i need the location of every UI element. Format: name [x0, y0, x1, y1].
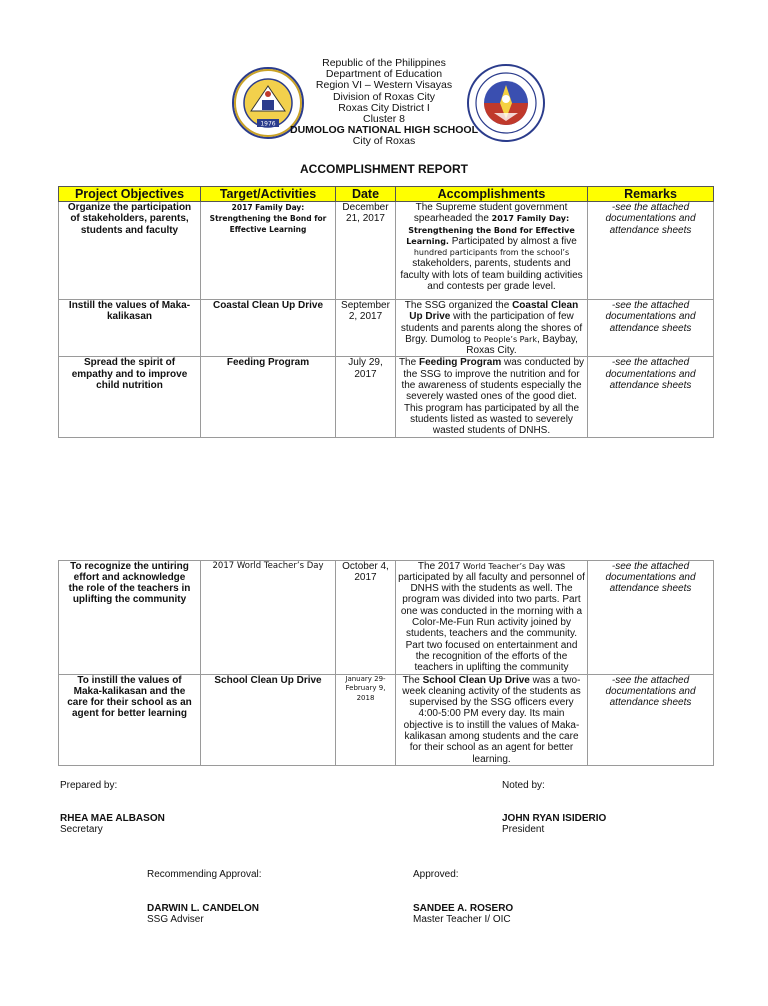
header-line: Region VI – Western Visayas — [315, 79, 453, 92]
remarks-cell: -see the attached documentations and attendance sheets — [588, 202, 714, 300]
signatory-title: SSG Adviser — [147, 914, 204, 925]
letterhead — [0, 58, 768, 148]
column-header: Accomplishments — [396, 187, 588, 202]
activity-cell: 2017 Family Day: Strengthening the Bond for Effective Learning — [201, 202, 336, 300]
header-line: Cluster 8 — [362, 113, 405, 126]
date-cell: September 2, 2017 — [336, 300, 396, 357]
objective-cell: Instill the values of Maka-kalikasan — [59, 300, 201, 357]
table-row — [59, 357, 714, 437]
remarks-cell: -see the attached documentations and attendance sheets — [588, 560, 714, 674]
date-cell: December 21, 2017 — [336, 202, 396, 300]
remarks-cell: -see the attached documentations and attendance sheets — [588, 357, 714, 437]
seal-year: 1976 — [260, 120, 276, 128]
objective-cell: Spread the spirit of empathy and to improve child nutrition — [59, 357, 201, 437]
activity-cell: 2017 World Teacher’s Day — [201, 560, 336, 674]
accomplishment-cell: The 2017 World Teacher’s Day was participated by all faculty and personnel of DNHS with the students as well. The program was divided into two parts. Part one was conducted in the morning with a Color-Me-Fun Run activity joined by students, teachers and the community. Part two focused on entertainment and the recognition of the efforts of the teachers in uplifting the community — [396, 560, 588, 674]
signatory-title: President — [502, 824, 545, 835]
accomplishment-cell: The School Clean Up Drive was a two-week cleaning activity of the students as supervised by the SSG officers every 4:00-5:00 PM every day. Its main objective is to instill the values of Maka-kalikasan among students and the care for their school as an agent for better learning. — [396, 674, 588, 765]
column-header: Remarks — [588, 187, 714, 202]
prepared-by-label: Prepared by: — [60, 780, 118, 791]
header-line: Division of Roxas City — [332, 90, 436, 103]
approved-signatory — [413, 903, 513, 925]
date-cell: October 4, 2017 — [336, 560, 396, 674]
school-name: DUMOLOG NATIONAL HIGH SCHOOL — [289, 124, 479, 137]
objective-cell: Organize the participation of stakeholders, parents, students and faculty — [59, 202, 201, 300]
column-header: Date — [336, 187, 396, 202]
school-city: City of Roxas — [352, 135, 416, 148]
activity-cell: Feeding Program — [201, 357, 336, 437]
column-header: Target/Activities — [201, 187, 336, 202]
activity-cell: School Clean Up Drive — [201, 674, 336, 765]
recommending-signatory — [147, 903, 259, 925]
objective-cell: To recognize the untiring effort and acknowledge the role of the teachers in uplifting the community — [59, 560, 201, 674]
noted-by-label: Noted by: — [502, 780, 545, 791]
column-header: Project Objectives — [59, 187, 201, 202]
signatory-title: Secretary — [60, 824, 103, 835]
approved-label: Approved: — [413, 869, 459, 880]
table-header-row — [59, 187, 714, 202]
signatory-name: SANDEE A. ROSERO — [413, 903, 514, 914]
table-row — [59, 202, 714, 300]
recommending-label: Recommending Approval: — [147, 869, 262, 880]
header-line: Republic of the Philippines — [322, 57, 446, 69]
accomplishment-table — [58, 186, 714, 766]
signatory-name: JOHN RYAN ISIDERIO — [502, 813, 607, 824]
page-gap — [59, 437, 714, 560]
noted-signatory — [502, 813, 606, 835]
prepared-signatory — [60, 813, 165, 835]
accomplishment-cell: The Feeding Program was conducted by the SSG to improve the nutrition and for the awareness of students especially the severely wasted ones of the good diet. This program has participated by all the students listed as wasted to severely wasted students of DNHS. — [396, 357, 588, 437]
table-row — [59, 300, 714, 357]
activity-cell: Coastal Clean Up Drive — [201, 300, 336, 357]
objective-cell: To instill the values of Maka-kalikasan and the care for their school as an agent for better learning — [59, 674, 201, 765]
remarks-cell: -see the attached documentations and attendance sheets — [588, 300, 714, 357]
accomplishment-cell: The SSG organized the Coastal Clean Up Drive with the participation of few students and parents along the shores of Brgy. Dumolog to People’s Park, Baybay, Roxas City. — [396, 300, 588, 357]
accomplishment-cell: The Supreme student government spearheaded the 2017 Family Day: Strengthening the Bond for Effective Learning. Participated by almost a five hundred participants from the school’s stakeholders, parents, students and faculty with lots of team building activities and contests per grade level. — [396, 202, 588, 300]
remarks-cell: -see the attached documentations and attendance sheets — [588, 674, 714, 765]
date-cell: January 29- February 9, 2018 — [336, 674, 396, 765]
signatory-name: DARWIN L. CANDELON — [147, 903, 260, 914]
table-row — [59, 674, 714, 765]
header-line: Roxas City District I — [338, 101, 430, 114]
signatory-title: Master Teacher I/ OIC — [413, 914, 511, 925]
report-title: ACCOMPLISHMENT REPORT — [300, 162, 468, 176]
table-row — [59, 560, 714, 674]
header-line: Department of Education — [325, 68, 443, 81]
date-cell: July 29, 2017 — [336, 357, 396, 437]
signatory-name: RHEA MAE ALBASON — [60, 813, 165, 824]
